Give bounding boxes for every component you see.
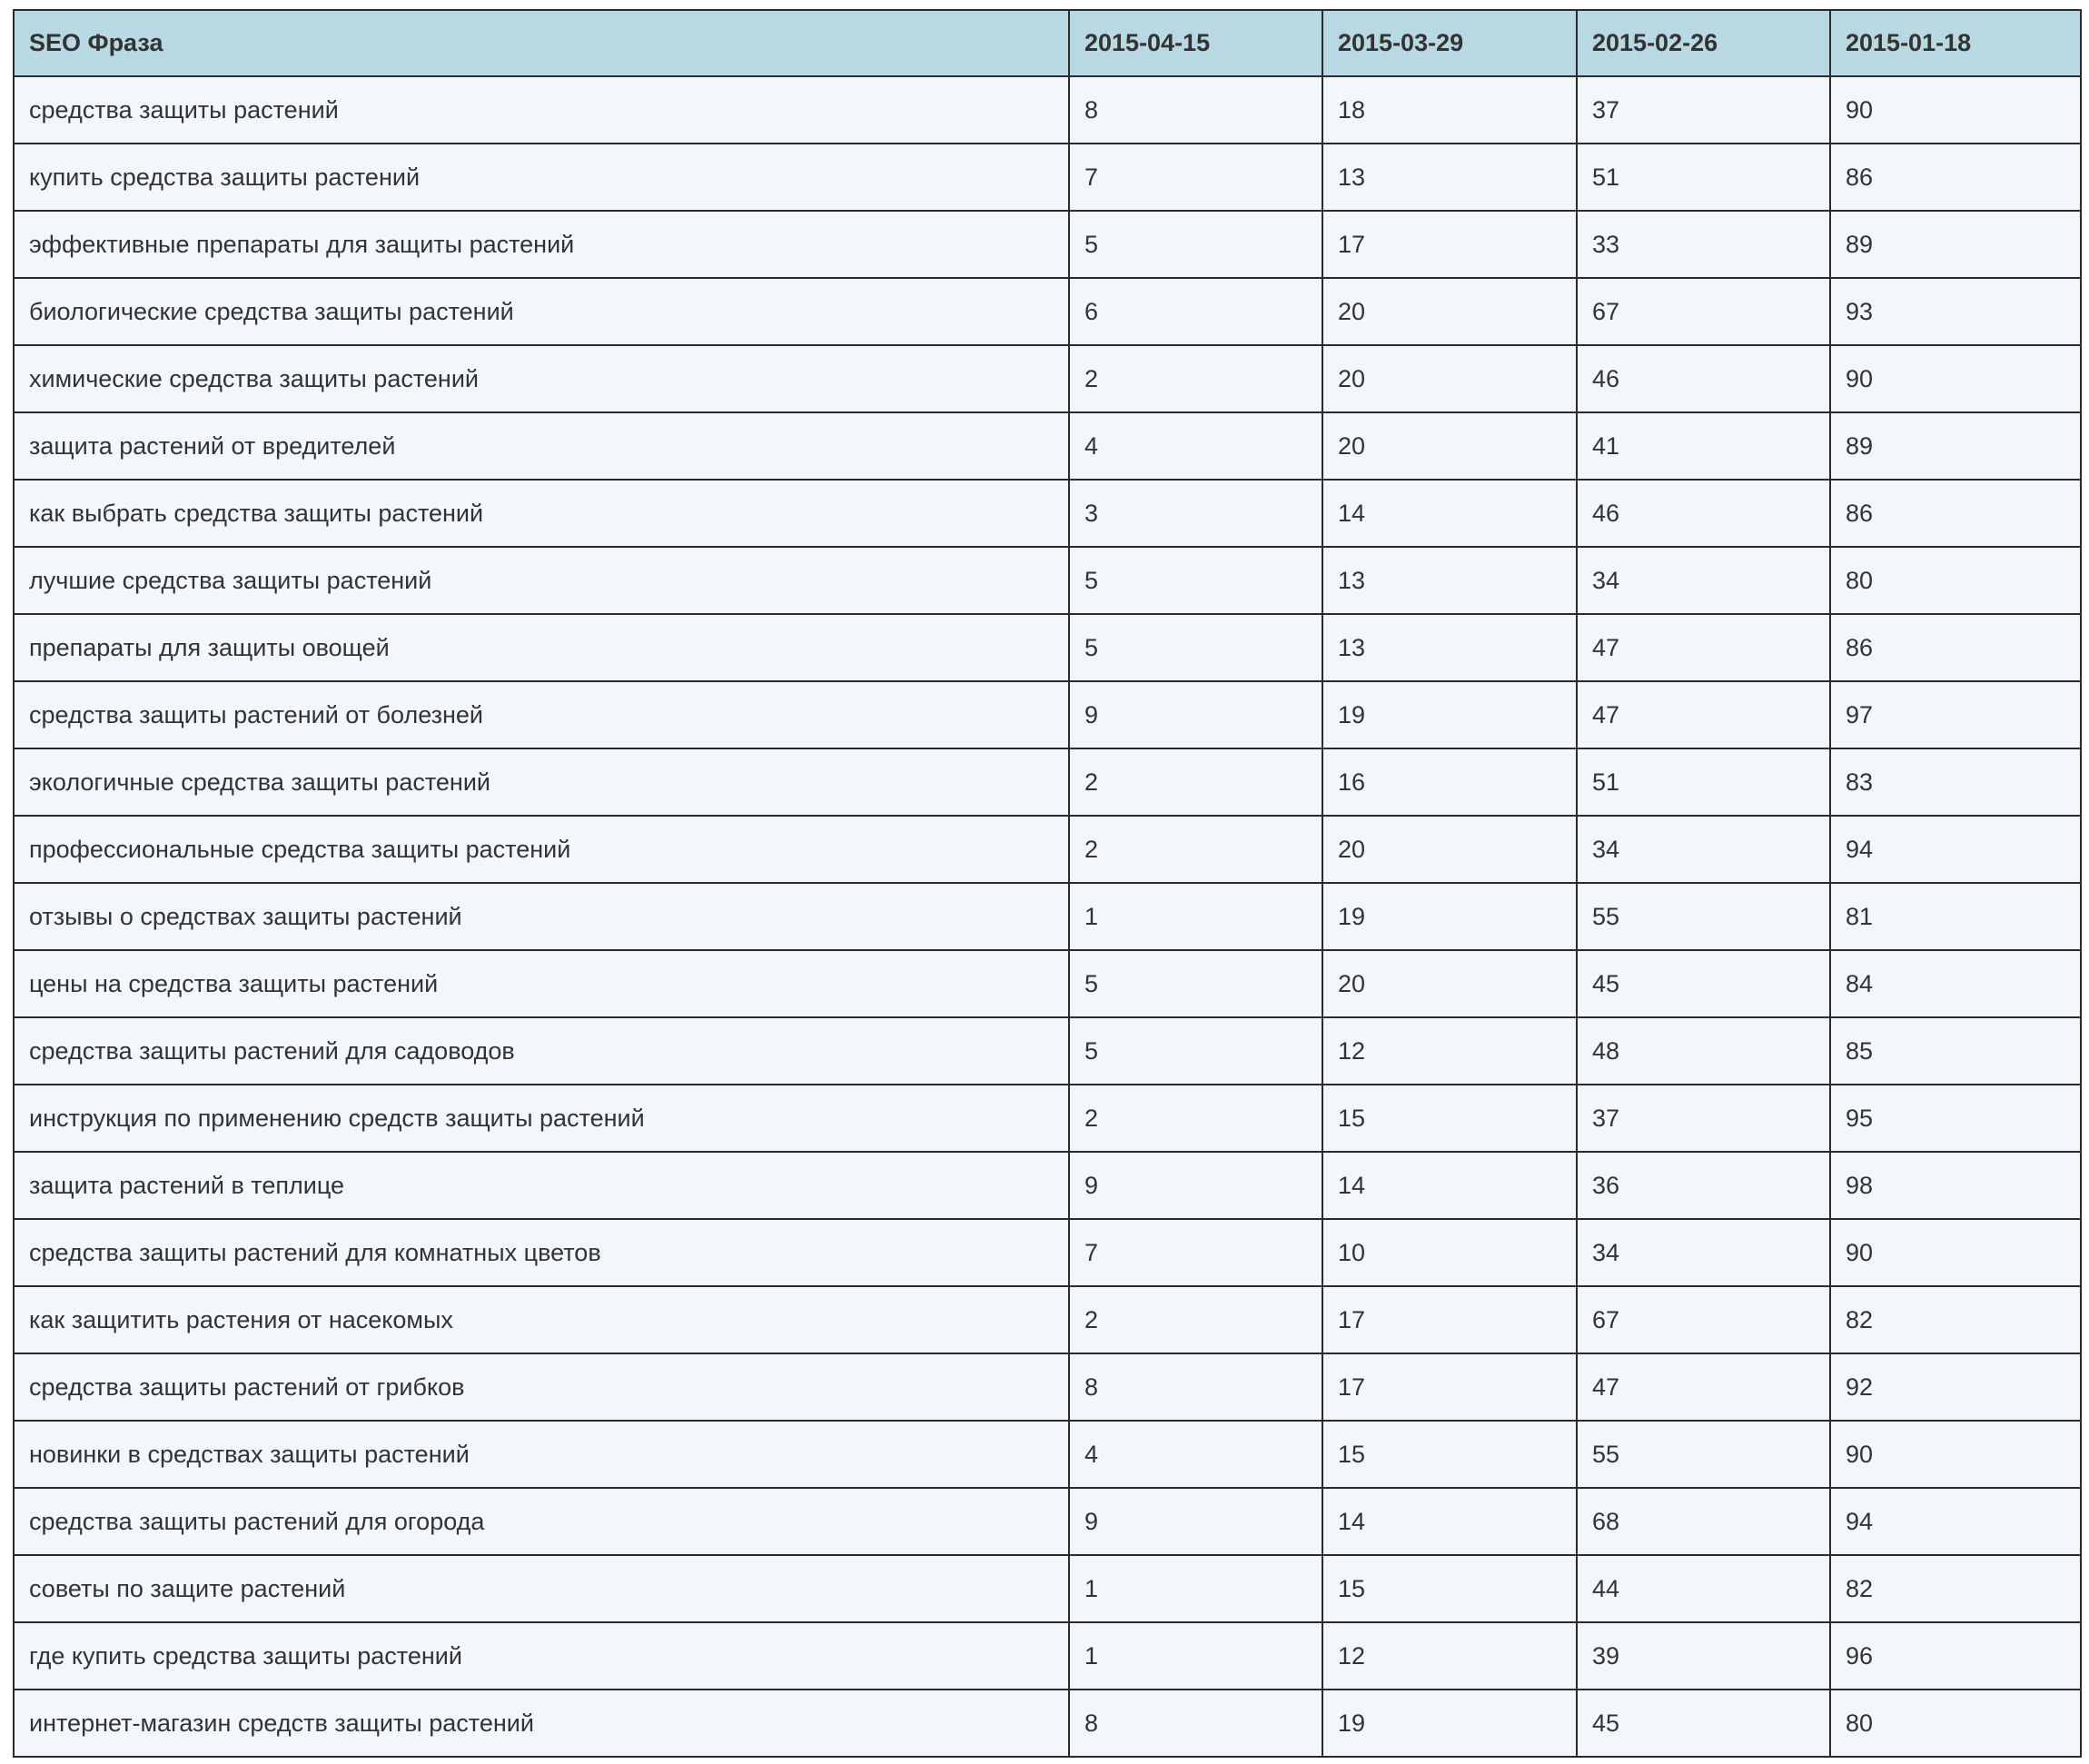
value-cell-2015-04-15: 5 xyxy=(1069,211,1322,278)
seo-phrase-cell: инструкция по применению средств защиты растений xyxy=(14,1085,1069,1152)
table-row xyxy=(14,1017,2081,1085)
seo-phrase-cell: средства защиты растений xyxy=(14,76,1069,144)
seo-phrase-cell: цены на средства защиты растений xyxy=(14,950,1069,1017)
value-cell-2015-01-18: 80 xyxy=(1830,1690,2081,1757)
value-cell-2015-04-15: 8 xyxy=(1069,1690,1322,1757)
value-cell-2015-04-15: 5 xyxy=(1069,547,1322,614)
table-row xyxy=(14,681,2081,748)
value-cell-2015-02-26: 39 xyxy=(1577,1622,1830,1690)
table-row xyxy=(14,1690,2081,1757)
table-row xyxy=(14,1286,2081,1353)
value-cell-2015-03-29: 13 xyxy=(1322,144,1577,211)
seo-phrase-cell: химические средства защиты растений xyxy=(14,345,1069,412)
value-cell-2015-04-15: 9 xyxy=(1069,1488,1322,1555)
seo-phrase-cell: средства защиты растений от грибков xyxy=(14,1353,1069,1421)
table-header xyxy=(14,10,2081,76)
value-cell-2015-01-18: 89 xyxy=(1830,412,2081,480)
value-cell-2015-03-29: 20 xyxy=(1322,278,1577,345)
value-cell-2015-04-15: 9 xyxy=(1069,681,1322,748)
seo-phrase-cell: отзывы о средствах защиты растений xyxy=(14,883,1069,950)
value-cell-2015-02-26: 46 xyxy=(1577,345,1830,412)
seo-phrase-cell: защита растений в теплице xyxy=(14,1152,1069,1219)
value-cell-2015-02-26: 45 xyxy=(1577,1690,1830,1757)
value-cell-2015-03-29: 20 xyxy=(1322,950,1577,1017)
table-row xyxy=(14,1421,2081,1488)
header-seo-phrase: SEO Фраза xyxy=(14,10,1069,76)
table-row xyxy=(14,1152,2081,1219)
value-cell-2015-03-29: 17 xyxy=(1322,1286,1577,1353)
value-cell-2015-03-29: 15 xyxy=(1322,1421,1577,1488)
table-row xyxy=(14,1488,2081,1555)
value-cell-2015-01-18: 86 xyxy=(1830,144,2081,211)
value-cell-2015-02-26: 55 xyxy=(1577,883,1830,950)
value-cell-2015-01-18: 98 xyxy=(1830,1152,2081,1219)
value-cell-2015-04-15: 9 xyxy=(1069,1152,1322,1219)
value-cell-2015-02-26: 68 xyxy=(1577,1488,1830,1555)
value-cell-2015-03-29: 13 xyxy=(1322,547,1577,614)
value-cell-2015-04-15: 2 xyxy=(1069,816,1322,883)
value-cell-2015-01-18: 94 xyxy=(1830,1488,2081,1555)
value-cell-2015-04-15: 5 xyxy=(1069,950,1322,1017)
table-row xyxy=(14,1219,2081,1286)
value-cell-2015-02-26: 47 xyxy=(1577,681,1830,748)
seo-phrase-cell: средства защиты растений для садоводов xyxy=(14,1017,1069,1085)
value-cell-2015-03-29: 14 xyxy=(1322,1488,1577,1555)
value-cell-2015-02-26: 51 xyxy=(1577,144,1830,211)
value-cell-2015-02-26: 45 xyxy=(1577,950,1830,1017)
table-row xyxy=(14,883,2081,950)
table-row xyxy=(14,1555,2081,1622)
value-cell-2015-01-18: 95 xyxy=(1830,1085,2081,1152)
value-cell-2015-03-29: 17 xyxy=(1322,211,1577,278)
value-cell-2015-04-15: 7 xyxy=(1069,144,1322,211)
table-row xyxy=(14,1085,2081,1152)
value-cell-2015-03-29: 19 xyxy=(1322,681,1577,748)
value-cell-2015-02-26: 67 xyxy=(1577,1286,1830,1353)
seo-phrase-cell: где купить средства защиты растений xyxy=(14,1622,1069,1690)
seo-phrase-cell: средства защиты растений для огорода xyxy=(14,1488,1069,1555)
seo-phrase-cell: лучшие средства защиты растений xyxy=(14,547,1069,614)
value-cell-2015-04-15: 3 xyxy=(1069,480,1322,547)
header-row xyxy=(14,10,2081,76)
value-cell-2015-02-26: 36 xyxy=(1577,1152,1830,1219)
seo-phrase-cell: как выбрать средства защиты растений xyxy=(14,480,1069,547)
table-row xyxy=(14,278,2081,345)
value-cell-2015-01-18: 86 xyxy=(1830,614,2081,681)
value-cell-2015-01-18: 90 xyxy=(1830,345,2081,412)
value-cell-2015-01-18: 89 xyxy=(1830,211,2081,278)
value-cell-2015-01-18: 97 xyxy=(1830,681,2081,748)
value-cell-2015-04-15: 8 xyxy=(1069,76,1322,144)
value-cell-2015-03-29: 20 xyxy=(1322,412,1577,480)
value-cell-2015-03-29: 12 xyxy=(1322,1017,1577,1085)
table-row xyxy=(14,144,2081,211)
value-cell-2015-04-15: 2 xyxy=(1069,1085,1322,1152)
value-cell-2015-01-18: 83 xyxy=(1830,748,2081,816)
seo-phrase-cell: купить средства защиты растений xyxy=(14,144,1069,211)
seo-phrase-cell: средства защиты растений от болезней xyxy=(14,681,1069,748)
header-date-2015-02-26: 2015-02-26 xyxy=(1577,10,1830,76)
value-cell-2015-02-26: 37 xyxy=(1577,76,1830,144)
value-cell-2015-04-15: 6 xyxy=(1069,278,1322,345)
value-cell-2015-03-29: 12 xyxy=(1322,1622,1577,1690)
value-cell-2015-03-29: 19 xyxy=(1322,883,1577,950)
value-cell-2015-04-15: 2 xyxy=(1069,748,1322,816)
value-cell-2015-02-26: 46 xyxy=(1577,480,1830,547)
value-cell-2015-02-26: 34 xyxy=(1577,547,1830,614)
value-cell-2015-03-29: 14 xyxy=(1322,1152,1577,1219)
value-cell-2015-01-18: 85 xyxy=(1830,1017,2081,1085)
value-cell-2015-04-15: 7 xyxy=(1069,1219,1322,1286)
table-row xyxy=(14,950,2081,1017)
value-cell-2015-02-26: 34 xyxy=(1577,1219,1830,1286)
value-cell-2015-02-26: 33 xyxy=(1577,211,1830,278)
value-cell-2015-02-26: 47 xyxy=(1577,1353,1830,1421)
value-cell-2015-03-29: 15 xyxy=(1322,1555,1577,1622)
header-date-2015-01-18: 2015-01-18 xyxy=(1830,10,2081,76)
value-cell-2015-04-15: 2 xyxy=(1069,345,1322,412)
seo-table-container xyxy=(13,9,2080,1758)
value-cell-2015-03-29: 14 xyxy=(1322,480,1577,547)
value-cell-2015-04-15: 4 xyxy=(1069,412,1322,480)
value-cell-2015-04-15: 1 xyxy=(1069,1622,1322,1690)
value-cell-2015-01-18: 90 xyxy=(1830,1219,2081,1286)
value-cell-2015-01-18: 90 xyxy=(1830,76,2081,144)
seo-phrase-cell: защита растений от вредителей xyxy=(14,412,1069,480)
value-cell-2015-01-18: 92 xyxy=(1830,1353,2081,1421)
value-cell-2015-01-18: 82 xyxy=(1830,1286,2081,1353)
table-row xyxy=(14,345,2081,412)
value-cell-2015-01-18: 81 xyxy=(1830,883,2081,950)
value-cell-2015-04-15: 5 xyxy=(1069,614,1322,681)
table-row xyxy=(14,1353,2081,1421)
value-cell-2015-03-29: 20 xyxy=(1322,345,1577,412)
value-cell-2015-01-18: 82 xyxy=(1830,1555,2081,1622)
seo-phrase-cell: профессиональные средства защиты растений xyxy=(14,816,1069,883)
value-cell-2015-01-18: 94 xyxy=(1830,816,2081,883)
seo-phrase-cell: советы по защите растений xyxy=(14,1555,1069,1622)
value-cell-2015-04-15: 1 xyxy=(1069,883,1322,950)
table-row xyxy=(14,547,2081,614)
table-row xyxy=(14,748,2081,816)
value-cell-2015-02-26: 41 xyxy=(1577,412,1830,480)
table-body xyxy=(14,76,2081,1757)
value-cell-2015-03-29: 19 xyxy=(1322,1690,1577,1757)
value-cell-2015-03-29: 16 xyxy=(1322,748,1577,816)
seo-phrase-cell: биологические средства защиты растений xyxy=(14,278,1069,345)
table-row xyxy=(14,76,2081,144)
value-cell-2015-02-26: 55 xyxy=(1577,1421,1830,1488)
value-cell-2015-04-15: 5 xyxy=(1069,1017,1322,1085)
seo-phrase-cell: эффективные препараты для защиты растений xyxy=(14,211,1069,278)
value-cell-2015-01-18: 96 xyxy=(1830,1622,2081,1690)
header-date-2015-04-15: 2015-04-15 xyxy=(1069,10,1322,76)
value-cell-2015-04-15: 2 xyxy=(1069,1286,1322,1353)
table-row xyxy=(14,211,2081,278)
table-row xyxy=(14,816,2081,883)
value-cell-2015-02-26: 34 xyxy=(1577,816,1830,883)
seo-phrase-table xyxy=(13,9,2082,1758)
value-cell-2015-02-26: 67 xyxy=(1577,278,1830,345)
value-cell-2015-04-15: 4 xyxy=(1069,1421,1322,1488)
value-cell-2015-03-29: 18 xyxy=(1322,76,1577,144)
seo-phrase-cell: препараты для защиты овощей xyxy=(14,614,1069,681)
value-cell-2015-01-18: 84 xyxy=(1830,950,2081,1017)
value-cell-2015-03-29: 20 xyxy=(1322,816,1577,883)
value-cell-2015-03-29: 15 xyxy=(1322,1085,1577,1152)
seo-phrase-cell: средства защиты растений для комнатных цветов xyxy=(14,1219,1069,1286)
value-cell-2015-02-26: 44 xyxy=(1577,1555,1830,1622)
value-cell-2015-02-26: 51 xyxy=(1577,748,1830,816)
value-cell-2015-01-18: 86 xyxy=(1830,480,2081,547)
table-row xyxy=(14,412,2081,480)
seo-phrase-cell: как защитить растения от насекомых xyxy=(14,1286,1069,1353)
value-cell-2015-01-18: 90 xyxy=(1830,1421,2081,1488)
value-cell-2015-04-15: 8 xyxy=(1069,1353,1322,1421)
value-cell-2015-02-26: 48 xyxy=(1577,1017,1830,1085)
seo-phrase-cell: новинки в средствах защиты растений xyxy=(14,1421,1069,1488)
value-cell-2015-02-26: 37 xyxy=(1577,1085,1830,1152)
table-row xyxy=(14,480,2081,547)
value-cell-2015-03-29: 10 xyxy=(1322,1219,1577,1286)
value-cell-2015-03-29: 13 xyxy=(1322,614,1577,681)
value-cell-2015-04-15: 1 xyxy=(1069,1555,1322,1622)
table-row xyxy=(14,614,2081,681)
seo-phrase-cell: экологичные средства защиты растений xyxy=(14,748,1069,816)
value-cell-2015-02-26: 47 xyxy=(1577,614,1830,681)
header-date-2015-03-29: 2015-03-29 xyxy=(1322,10,1577,76)
seo-phrase-cell: интернет-магазин средств защиты растений xyxy=(14,1690,1069,1757)
value-cell-2015-03-29: 17 xyxy=(1322,1353,1577,1421)
table-row xyxy=(14,1622,2081,1690)
value-cell-2015-01-18: 80 xyxy=(1830,547,2081,614)
value-cell-2015-01-18: 93 xyxy=(1830,278,2081,345)
